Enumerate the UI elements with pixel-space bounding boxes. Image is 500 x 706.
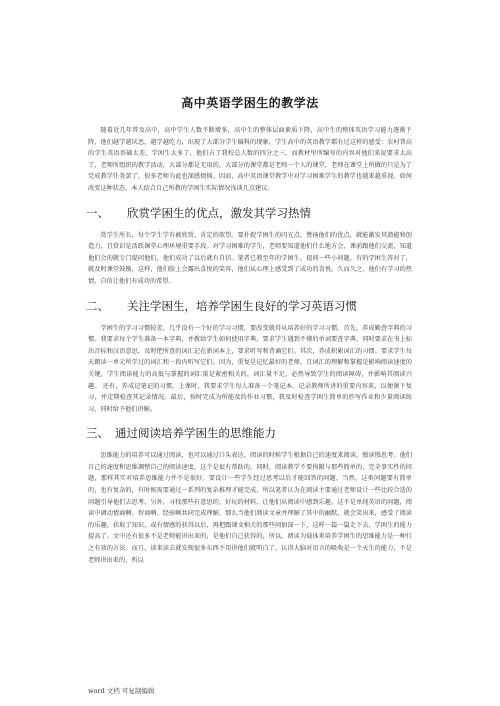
document-title: 高中英语学困生的教学法 xyxy=(181,96,319,110)
section-heading-2 xyxy=(86,298,412,314)
section-heading-3 xyxy=(86,425,412,441)
section-body-2: 学困生的学习习惯较差，几乎没有一个好的学习习惯，要改变就得从培养好的学习习惯。首先，养成勤查字典的习惯。我要求每个学生准备一本字典，并教给学生如何使用字典，要求学生遇到不懂的单词要查字典，同时要求在书上标出音标和汉语意思，及时把所查的词汇记在新词本上，要求听写和背诵它们。其次，养成积累词汇的习惯。要求学生每天朗读一单元所学过的词汇和一段内听写它们。因为，重复是记忆最好的老师。且词汇的理解和掌握是影响阅读速度的关键，学生阅读能力的高低与掌握的词汇量是紧密相关的，词汇量不足，必然导致学生的阅读障碍，并影响其阅读兴趣。 还有，养成记笔记的习惯。上课时，我要求学生每人准备一个笔记本，记录教师所讲的重要内容来，以便课下复习，并定期检查其记录情况。最后，按时完成为所能及的作业习惯，我及时检查学困生简单的抄写作业和少量阅读练习，同时给予他们讲解。 xyxy=(88,324,412,413)
section-number: 一、 xyxy=(86,205,109,220)
section-number: 三、 xyxy=(86,426,109,441)
intro-paragraph: 随着近几年普及高中，高中学生人数不断增多，高中生的整体层面素质下降，高中生的整体英语学习能力逐渐下降，他们越学越厌恶，越学越吃力，出现了大部分学生偏科的现象。学生高中的英语教学都有过这样的感受：农村普高的学生英语基础太差，学困生太多了，他们占了我校总人数的四分之三。而教材里所编写的内容对他们来说要求太高了，老师所组织的教学活动，大部分都是无用的，大部分的课堂都是老师一个人的课堂，老师在课堂上所做的只是为了完成教学任务罢了，很多老师为此也深感烦恼。因而，高中英语课堂教学中对学习困难学生的教学也越来越重视。如何改变这种状态，本人结合自己所教的学困生实际情况浅谈几点建议。 xyxy=(88,127,412,192)
section-title: 欣赏学困生的优点，激发其学习热情 xyxy=(127,205,311,220)
section-title: 关注学困生，培养学困生良好的学习英语习惯 xyxy=(127,298,357,313)
section-heading-1 xyxy=(86,205,412,221)
section-body-1: 赏学生所长，每个学生学有被欣赏、肯定的欲望。要扑捉学困生的闪光点，赞扬他们的优点，就能激发其潜能和创造力，且赏识是活跃课堂心理环境重要手段。对学习困难的学生，老师要知道他们什么地方会，课前跟他们交流，知道他们会的就专门提问他们，他们成功了以后就有自信。笔者已教至年的学困生，提问一些小问题，有的学困生答对了，就及时课堂鼓励，这样，他们脸上会露出喜悦的笑容，他们从心理上感受到了成功的喜悦。久而久之，他们有学习的热情，自信让他们有成功的希望。 xyxy=(88,231,412,285)
page-footer: word 文档 可复制编辑 xyxy=(88,687,155,695)
section-number: 二、 xyxy=(86,298,109,313)
section-title: 通过阅读培养学困生的思维能力 xyxy=(115,426,276,441)
section-body-3: 思维能力的培养可以通过阅读，也可以通过口头表达。阅读的时候学生根据自己的速度来阅读，慢读慢思考。他们自己的速度和思维调整自己的阅读速度，这个是很有帮助的。同时，阅读教学不要拘限与那些简单的，完全事实性的问题，那样其实对培养思维能力并不是很好。要设计一些学生经过思考以后才能回答的问题，当然，这类问题要有简单的，也有复杂的，有时候需要通过一系列的复杂推理才能完成，所以笔者认为在阅读主要通过老师设计一些比较合适的问题引导他们去思考。另外，寻找那些有意思的，好玩的材料，让他们从阅读中感到乐趣，这不是单纯英语的问题，阅读中调动情商啊、智商啊、经验啊共同完成理解，那么当他们阅读文章并理解了其中的幽默，就会笑出来，感受了阅读的乐趣，获取了知识，或有情感的获得以后，再把跟课文相关的那些问加深一下，这样一篇一篇走下去，学困生的能力提高了。文中还有很多不是老师能讲出来的，是他们自己获得的，所以，阅读为载体来培养学困生的思维能力是一种行之有效的方法。而且，读来读去就发现很多东西不用讲他们就明白了，认得大脑对语言的吸收是一个天生的能力，不是老师讲出来的，所以 xyxy=(88,452,412,564)
